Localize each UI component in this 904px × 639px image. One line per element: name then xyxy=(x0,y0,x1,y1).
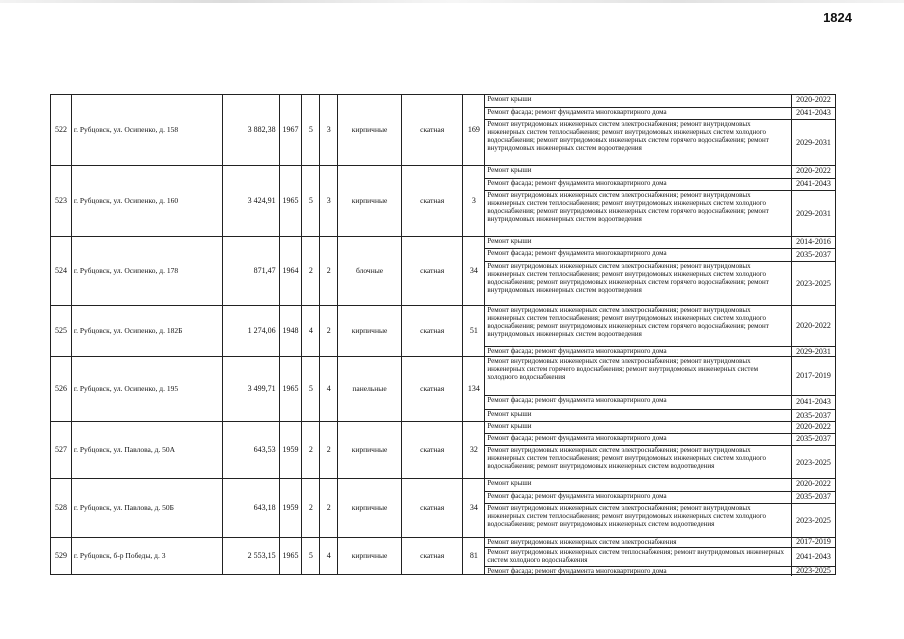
work-period: 2041-2043 xyxy=(796,179,831,189)
entrances-cell: 4 xyxy=(320,538,338,574)
address-cell: г. Рубцовск, ул. Осипенко, д. 195 xyxy=(72,357,223,421)
work-description: Ремонт внутридомовых инженерных систем электроснабжения; ремонт внутридомовых инженерных систем теплоснабжения; ремонт внутридомовых инженерных систем холодного водоснабжения; ремонт внутридомовых инженерных систем горячего водоснабжения; ремонт внутридомовых инженерных систем водоотведения xyxy=(485,120,792,167)
residents-count-cell: 134 xyxy=(463,357,485,421)
work-period: 2029-2031 xyxy=(796,138,831,148)
area-cell: 2 553,15 xyxy=(223,538,280,574)
residents-count-cell: 34 xyxy=(463,479,485,537)
address-cell: г. Рубцовск, ул. Павлова, д. 50Б xyxy=(72,479,223,537)
work-description: Ремонт крыши xyxy=(485,410,792,423)
work-item xyxy=(485,567,835,576)
work-item xyxy=(485,504,835,539)
row-number-cell: 526 xyxy=(51,357,72,421)
work-period: 2041-2043 xyxy=(796,397,831,407)
work-description: Ремонт внутридомовых инженерных систем электроснабжения xyxy=(485,538,792,547)
work-item xyxy=(485,179,835,192)
floors-cell: 2 xyxy=(302,237,320,305)
roof-type-cell: скатная xyxy=(402,422,464,478)
floors-cell: 5 xyxy=(302,166,320,236)
works-cell xyxy=(485,479,836,537)
area-cell: 3 882,38 xyxy=(223,95,280,165)
row-number-cell: 522 xyxy=(51,95,72,165)
wall-material-cell: кирпичные xyxy=(338,422,402,478)
roof-type-cell: скатная xyxy=(402,538,464,574)
roof-type-cell: скатная xyxy=(402,479,464,537)
work-period: 2023-2025 xyxy=(796,278,831,288)
work-description: Ремонт фасада; ремонт фундамента многоквартирного дома xyxy=(485,108,792,120)
page-number: 1824 xyxy=(823,10,852,25)
work-item xyxy=(485,191,835,238)
work-period: 2017-2019 xyxy=(796,537,831,547)
work-period: 2035-2037 xyxy=(796,491,831,501)
year-built-cell: 1964 xyxy=(280,237,303,305)
table-row xyxy=(50,478,836,537)
work-description: Ремонт внутридомовых инженерных систем электроснабжения; ремонт внутридомовых инженерных систем теплоснабжения; ремонт внутридомовых инженерных систем холодного водоснабжения; ремонт внутридомовых инженерных систем водоотведения xyxy=(485,446,792,480)
row-number-cell: 523 xyxy=(51,166,72,236)
work-item xyxy=(485,306,835,347)
area-cell: 871,47 xyxy=(223,237,280,305)
residents-count-cell: 3 xyxy=(463,166,485,236)
roof-type-cell: скатная xyxy=(402,95,464,165)
residents-count-cell: 34 xyxy=(463,237,485,305)
work-description: Ремонт крыши xyxy=(485,95,792,107)
work-description: Ремонт крыши xyxy=(485,166,792,178)
address-cell: г. Рубцовск, ул. Осипенко, д. 182Б xyxy=(72,306,223,356)
address-cell: г. Рубцовск, ул. Осипенко, д. 178 xyxy=(72,237,223,305)
table-row xyxy=(50,236,836,305)
floors-cell: 4 xyxy=(302,306,320,356)
work-description: Ремонт фасада; ремонт фундамента многоквартирного дома xyxy=(485,249,792,260)
work-item xyxy=(485,249,835,261)
row-number-cell: 529 xyxy=(51,538,72,574)
work-description: Ремонт крыши xyxy=(485,237,792,248)
entrances-cell: 2 xyxy=(320,237,338,305)
year-built-cell: 1967 xyxy=(280,95,303,165)
roof-type-cell: скатная xyxy=(402,166,464,236)
wall-material-cell: кирпичные xyxy=(338,479,402,537)
year-built-cell: 1965 xyxy=(280,166,303,236)
work-period: 2041-2043 xyxy=(796,108,831,118)
work-item xyxy=(485,262,835,307)
floors-cell: 5 xyxy=(302,357,320,421)
address-cell: г. Рубцовск, ул. Осипенко, д. 158 xyxy=(72,95,223,165)
work-item xyxy=(485,492,835,505)
work-description: Ремонт внутридомовых инженерных систем электроснабжения; ремонт внутридомовых инженерных систем теплоснабжения; ремонт внутридомовых инженерных систем холодного водоснабжения; ремонт внутридомовых инженерных систем горячего водоснабжения; ремонт внутридомовых инженерных систем водоотведения xyxy=(485,262,792,307)
floors-cell: 5 xyxy=(302,95,320,165)
work-item xyxy=(485,95,835,108)
residents-count-cell: 169 xyxy=(463,95,485,165)
work-item xyxy=(485,347,835,357)
work-item xyxy=(485,120,835,167)
work-description: Ремонт внутридомовых инженерных систем электроснабжения; ремонт внутридомовых инженерных систем теплоснабжения; ремонт внутридомовых инженерных систем холодного водоснабжения; ремонт внутридомовых инженерных систем водоотведения xyxy=(485,504,792,539)
row-number-cell: 527 xyxy=(51,422,72,478)
work-period: 2035-2037 xyxy=(796,434,831,444)
wall-material-cell: кирпичные xyxy=(338,538,402,574)
work-period: 2020-2022 xyxy=(796,95,831,105)
work-period: 2023-2025 xyxy=(796,566,831,576)
residents-count-cell: 51 xyxy=(463,306,485,356)
entrances-cell: 2 xyxy=(320,479,338,537)
work-period: 2029-2031 xyxy=(796,209,831,219)
work-description: Ремонт фасада; ремонт фундамента многоквартирного дома xyxy=(485,434,792,445)
work-description: Ремонт фасада; ремонт фундамента многоквартирного дома xyxy=(485,492,792,504)
table-row xyxy=(50,94,836,165)
area-cell: 1 274,06 xyxy=(223,306,280,356)
work-description: Ремонт фасада; ремонт фундамента многоквартирного дома xyxy=(485,347,792,357)
address-cell: г. Рубцовск, ул. Осипенко, д. 160 xyxy=(72,166,223,236)
address-cell: г. Рубцовск, ул. Павлова, д. 50А xyxy=(72,422,223,478)
work-period: 2023-2025 xyxy=(796,457,831,467)
work-item xyxy=(485,237,835,249)
works-cell xyxy=(485,306,836,356)
work-period: 2029-2031 xyxy=(796,346,831,356)
table-row xyxy=(50,165,836,236)
work-item xyxy=(485,166,835,179)
work-description: Ремонт внутридомовых инженерных систем теплоснабжения; ремонт внутридомовых инженерных систем холодного водоснабжения xyxy=(485,548,792,566)
residents-count-cell: 32 xyxy=(463,422,485,478)
work-period: 2023-2025 xyxy=(796,516,831,526)
works-cell xyxy=(485,95,836,165)
work-description: Ремонт крыши xyxy=(485,479,792,491)
work-period: 2041-2043 xyxy=(796,551,831,561)
work-item xyxy=(485,108,835,121)
year-built-cell: 1965 xyxy=(280,357,303,421)
work-description: Ремонт внутридомовых инженерных систем электроснабжения; ремонт внутридомовых инженерных систем теплоснабжения; ремонт внутридомовых инженерных систем холодного водоснабжения; ремонт внутридомовых инженерных систем горячего водоснабжения; ремонт внутридомовых инженерных систем водоотведения xyxy=(485,191,792,238)
work-period: 2035-2037 xyxy=(796,249,831,259)
work-description: Ремонт крыши xyxy=(485,422,792,433)
work-item xyxy=(485,548,835,567)
works-cell xyxy=(485,357,836,421)
work-period: 2020-2022 xyxy=(796,166,831,176)
works-cell xyxy=(485,237,836,305)
work-period: 2020-2022 xyxy=(796,320,831,330)
table-row xyxy=(50,356,836,421)
entrances-cell: 4 xyxy=(320,357,338,421)
area-cell: 3 499,71 xyxy=(223,357,280,421)
housing-registry-table xyxy=(50,94,836,575)
works-cell xyxy=(485,422,836,478)
work-description: Ремонт внутридомовых инженерных систем электроснабжения; ремонт внутридомовых инженерных систем горячего водоснабжения; ремонт внутридомовых инженерных систем холодного водоснабжения xyxy=(485,357,792,395)
floors-cell: 2 xyxy=(302,479,320,537)
year-built-cell: 1948 xyxy=(280,306,303,356)
wall-material-cell: кирпичные xyxy=(338,95,402,165)
year-built-cell: 1959 xyxy=(280,479,303,537)
row-number-cell: 524 xyxy=(51,237,72,305)
work-period: 2035-2037 xyxy=(796,411,831,421)
entrances-cell: 3 xyxy=(320,166,338,236)
work-item xyxy=(485,479,835,492)
floors-cell: 5 xyxy=(302,538,320,574)
wall-material-cell: панельные xyxy=(338,357,402,421)
work-period: 2020-2022 xyxy=(796,422,831,432)
entrances-cell: 2 xyxy=(320,422,338,478)
area-cell: 3 424,91 xyxy=(223,166,280,236)
year-built-cell: 1959 xyxy=(280,422,303,478)
work-period: 2020-2022 xyxy=(796,479,831,489)
works-cell xyxy=(485,538,836,574)
work-item xyxy=(485,396,835,410)
area-cell: 643,53 xyxy=(223,422,280,478)
work-item xyxy=(485,434,835,446)
work-description: Ремонт внутридомовых инженерных систем электроснабжения; ремонт внутридомовых инженерных систем теплоснабжения; ремонт внутридомовых инженерных систем холодного водоснабжения; ремонт внутридомовых инженерных систем горячего водоснабжения; ремонт внутридомовых инженерных систем водоотведения xyxy=(485,306,792,346)
work-item xyxy=(485,446,835,480)
work-description: Ремонт фасада; ремонт фундамента многоквартирного дома xyxy=(485,179,792,191)
work-period: 2017-2019 xyxy=(796,370,831,380)
work-item xyxy=(485,357,835,396)
works-cell xyxy=(485,166,836,236)
work-description: Ремонт фасада; ремонт фундамента многоквартирного дома xyxy=(485,567,792,576)
residents-count-cell: 81 xyxy=(463,538,485,574)
scan-edge-artifact xyxy=(0,0,904,3)
roof-type-cell: скатная xyxy=(402,237,464,305)
floors-cell: 2 xyxy=(302,422,320,478)
year-built-cell: 1965 xyxy=(280,538,303,574)
entrances-cell: 2 xyxy=(320,306,338,356)
wall-material-cell: блочные xyxy=(338,237,402,305)
area-cell: 643,18 xyxy=(223,479,280,537)
work-item xyxy=(485,538,835,548)
address-cell: г. Рубцовск, б-р Победы, д. 3 xyxy=(72,538,223,574)
work-item xyxy=(485,422,835,434)
work-description: Ремонт фасада; ремонт фундамента многоквартирного дома xyxy=(485,396,792,409)
work-period: 2014-2016 xyxy=(796,237,831,247)
row-number-cell: 528 xyxy=(51,479,72,537)
table-row xyxy=(50,537,836,575)
roof-type-cell: скатная xyxy=(402,357,464,421)
row-number-cell: 525 xyxy=(51,306,72,356)
roof-type-cell: скатная xyxy=(402,306,464,356)
wall-material-cell: кирпичные xyxy=(338,306,402,356)
entrances-cell: 3 xyxy=(320,95,338,165)
table-row xyxy=(50,305,836,356)
table-row xyxy=(50,421,836,478)
wall-material-cell: кирпичные xyxy=(338,166,402,236)
